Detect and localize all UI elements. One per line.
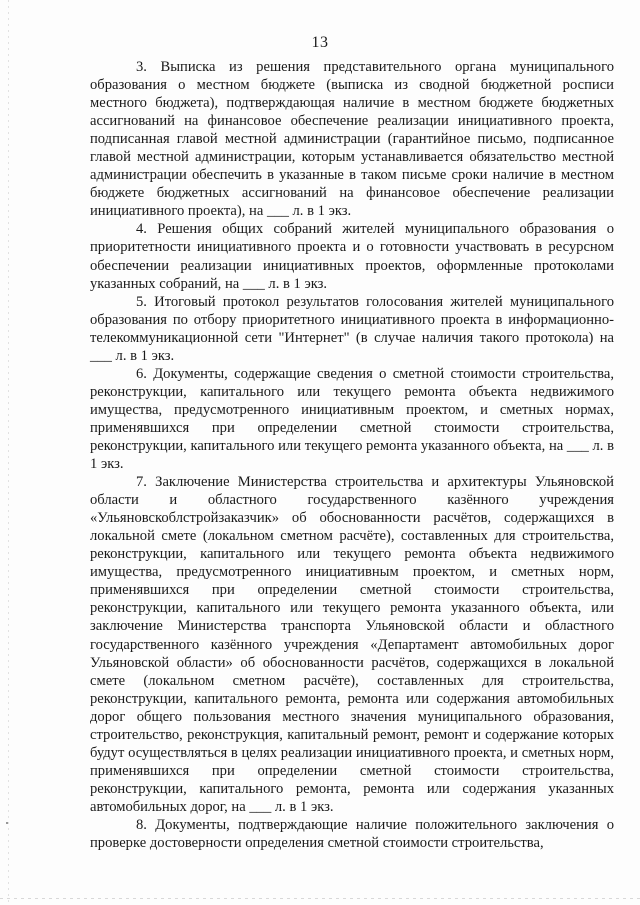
paragraph-item-7: 7. Заключение Министерства строительства и архитектуры Ульяновской области и областного государственного казённого учреждения «Ульяновскоблстройзаказчик» об обоснованности расчётов, содержащихся в локальной смете (локальном сметном расчёте), составленных для строительства, реконструкции, капитального или текущего ремонта объекта недвижимого имущества, предусмотренного инициативным проектом, и сметных норм, применявшихся при определении сметной стоимости строительства, реконструкции, капитального или текущего ремонта указанного объекта, или заключение Министерства транспорта Ульяновской области и областного государственного казённого учреждения «Департамент автомобильных дорог Ульяновской области» об обоснованности расчётов, содержащихся в локальной смете (локальном сметном расчёте), составленных для строительства, реконструкции, капитального ремонта, ремонта или содержания автомобильных дорог общего пользования местного значения муниципального образования, строительство, реконструкция, капитальный ремонт, ремонт и содержание которых будут осуществляться в целях реализации инициативного проекта, и сметных норм, применявшихся при определении сметной стоимости строительства, реконструкции, капитального ремонта, ремонта или содержания указанных автомобильных дорог, на ___ л. в 1 экз. [90,474,614,815]
paragraph-item-3: 3. Выписка из решения представительного органа муниципального образования о местном бюджете (выписка из сводной бюджетной росписи местного бюджета), подтверждающая наличие в местном бюджете бюджетных ассигнований на финансовое обеспечение реализации инициативного проекта, подписанная главой местной администрации (гарантийное письмо, подписанное главой местной администрации, которым устанавливается обязательство местной администрации обеспечить в указанные в таком письме сроки наличие в местном бюджете бюджетных ассигнований на финансовое обеспечение реализации инициативного проекта), на ___ л. в 1 экз. [90,59,614,220]
scan-speck [6,822,8,824]
scan-border-bottom [0,898,640,899]
document-body [90,58,614,852]
paragraph-item-5: 5. Итоговый протокол результатов голосования жителей муниципального образования по отбору приоритетного инициативного проекта в информационно-телекоммуникационной сети "Интернет" (в случае наличия такого протокола) на ___ л. в 1 экз. [90,293,614,364]
paragraph-item-8: 8. Документы, подтверждающие наличие положительного заключения о проверке достоверности определения сметной стоимости строительства, [90,816,614,852]
paragraph-item-4: 4. Решения общих собраний жителей муниципального образования о приоритетности инициативного проекта и о готовности участвовать в ресурсном обеспечении реализации инициативных проектов, оформленные протоколами указанных собраний, на ___ л. в 1 экз. [90,221,614,292]
paragraph-item-6: 6. Документы, содержащие сведения о сметной стоимости строительства, реконструкции, капитального или текущего ремонта объекта недвижимого имущества, предусмотренного инициативным проектом, и сметных нормах, применявшихся при определении сметной стоимости строительства, реконструкции, капитального или текущего ремонта указанного объекта, на ___ л. в 1 экз. [90,365,614,473]
page-number: 13 [311,34,329,51]
scan-border-left [8,0,9,905]
